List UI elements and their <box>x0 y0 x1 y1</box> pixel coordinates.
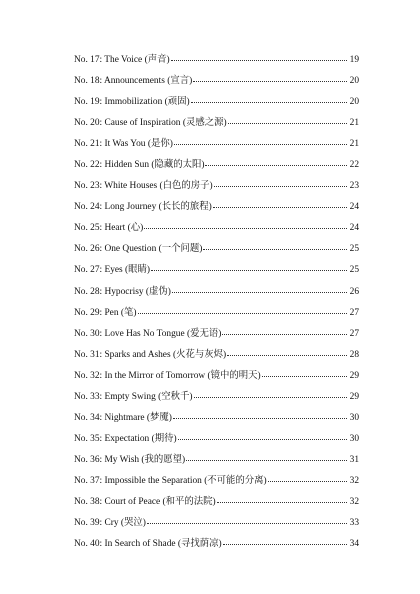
toc-entry-title: No. 39: Cry (哭泣) <box>74 518 146 529</box>
dot-leader <box>222 326 347 336</box>
toc-page-number: 21 <box>349 139 359 150</box>
dot-leader <box>147 515 347 525</box>
dot-leader <box>151 262 347 272</box>
toc-entry-title: No. 19: Immobilization (顽固) <box>74 97 190 108</box>
toc-entry-title: No. 28: Hypocrisy (虚伪) <box>74 286 171 297</box>
dot-leader <box>178 431 347 441</box>
toc-entry-title: No. 24: Long Journey (长长的旅程) <box>74 202 212 213</box>
toc-page-number: 25 <box>349 244 359 255</box>
toc-entry-title: No. 31: Sparks and Ashes (火花与灰烬) <box>74 349 227 360</box>
dot-leader <box>228 115 347 125</box>
dot-leader <box>191 94 347 104</box>
toc-page-number: 34 <box>349 539 359 550</box>
toc-entry[interactable] <box>74 387 359 408</box>
toc-entry-title: No. 22: Hidden Sun (隐藏的太阳) <box>74 160 205 171</box>
dot-leader <box>194 389 348 399</box>
toc-page-number: 26 <box>349 286 359 297</box>
dot-leader <box>193 73 347 83</box>
toc-entry[interactable] <box>74 239 359 260</box>
toc-page-number: 20 <box>349 97 359 108</box>
toc-page-number: 29 <box>349 370 359 381</box>
toc-entry[interactable] <box>74 50 359 71</box>
toc-entry[interactable] <box>74 71 359 92</box>
toc-entry-title: No. 17: The Voice (声音) <box>74 55 170 65</box>
toc-entry[interactable] <box>74 366 359 387</box>
dot-leader <box>213 199 347 209</box>
dot-leader <box>268 473 347 483</box>
toc-page-number: 32 <box>349 496 359 507</box>
toc-entry[interactable] <box>74 303 359 324</box>
toc-entry[interactable] <box>74 492 359 513</box>
toc-page-number: 21 <box>349 118 359 129</box>
toc-page-number: 27 <box>349 307 359 318</box>
toc-entry-title: No. 40: In Search of Shade (寻找荫凉) <box>74 539 222 550</box>
toc-entry[interactable] <box>74 408 359 429</box>
toc-entry-title: No. 23: White Houses (白色的房子) <box>74 181 213 192</box>
dot-leader <box>174 136 347 146</box>
dot-leader <box>144 220 347 230</box>
toc-entry-title: No. 35: Expectation (期待) <box>74 433 177 444</box>
toc-page-number: 23 <box>349 181 359 192</box>
toc-entry[interactable] <box>74 218 359 239</box>
toc-page-number: 30 <box>349 412 359 423</box>
toc-entry-title: No. 32: In the Mirror of Tomorrow (镜中的明天) <box>74 370 261 381</box>
toc-page-number: 20 <box>349 76 359 87</box>
toc-entry[interactable] <box>74 450 359 471</box>
toc-page-number: 32 <box>349 475 359 486</box>
dot-leader <box>171 52 347 62</box>
toc-entry-title: No. 36: My Wish (我的愿望) <box>74 454 186 465</box>
toc-entry-title: No. 21: It Was You (是你) <box>74 139 173 150</box>
dot-leader <box>262 368 347 378</box>
toc-entry[interactable] <box>74 345 359 366</box>
toc-entry-title: No. 37: Impossible the Separation (不可能的分离) <box>74 475 267 486</box>
toc-page-number: 33 <box>349 518 359 529</box>
toc-page-number: 25 <box>349 265 359 276</box>
table-of-contents <box>74 50 359 555</box>
toc-entry[interactable] <box>74 134 359 155</box>
toc-entry[interactable] <box>74 324 359 345</box>
toc-page-number: 31 <box>349 454 359 465</box>
toc-entry-title: No. 38: Court of Peace (和平的法院) <box>74 496 216 507</box>
dot-leader <box>223 536 347 546</box>
dot-leader <box>186 452 347 462</box>
toc-entry[interactable] <box>74 260 359 281</box>
toc-entry-title: No. 18: Announcements (宣言) <box>74 76 193 87</box>
toc-entry[interactable] <box>74 197 359 218</box>
toc-entry-title: No. 27: Eyes (眼睛) <box>74 265 151 276</box>
dot-leader <box>172 284 347 294</box>
toc-page-number: 24 <box>349 223 359 234</box>
toc-page-number: 28 <box>349 349 359 360</box>
dot-leader <box>138 305 348 315</box>
toc-entry[interactable] <box>74 429 359 450</box>
toc-entry[interactable] <box>74 282 359 303</box>
toc-entry[interactable] <box>74 513 359 534</box>
dot-leader <box>203 241 347 251</box>
toc-page-number: 24 <box>349 202 359 213</box>
toc-entry[interactable] <box>74 471 359 492</box>
toc-entry[interactable] <box>74 534 359 555</box>
toc-entry-title: No. 20: Cause of Inspiration (灵感之源) <box>74 118 227 129</box>
dot-leader <box>227 347 347 357</box>
toc-entry-title: No. 34: Nightmare (梦魇) <box>74 412 172 423</box>
toc-entry[interactable] <box>74 155 359 176</box>
toc-page-number: 30 <box>349 433 359 444</box>
toc-entry-title: No. 29: Pen (笔) <box>74 307 137 318</box>
toc-entry[interactable] <box>74 113 359 134</box>
toc-page-number: 19 <box>349 55 359 65</box>
toc-entry-title: No. 33: Empty Swing (空秋千) <box>74 391 193 402</box>
toc-entry-title: No. 30: Love Has No Tongue (爱无语) <box>74 328 222 339</box>
toc-page-number: 27 <box>349 328 359 339</box>
dot-leader <box>217 494 347 504</box>
dot-leader <box>173 410 347 420</box>
toc-page-number: 29 <box>349 391 359 402</box>
toc-entry-title: No. 25: Heart (心) <box>74 223 144 234</box>
toc-entry[interactable] <box>74 92 359 113</box>
dot-leader <box>205 157 347 167</box>
toc-entry-title: No. 26: One Question (一个问题) <box>74 244 203 255</box>
toc-entry[interactable] <box>74 176 359 197</box>
dot-leader <box>214 178 347 188</box>
toc-page-number: 22 <box>349 160 359 171</box>
